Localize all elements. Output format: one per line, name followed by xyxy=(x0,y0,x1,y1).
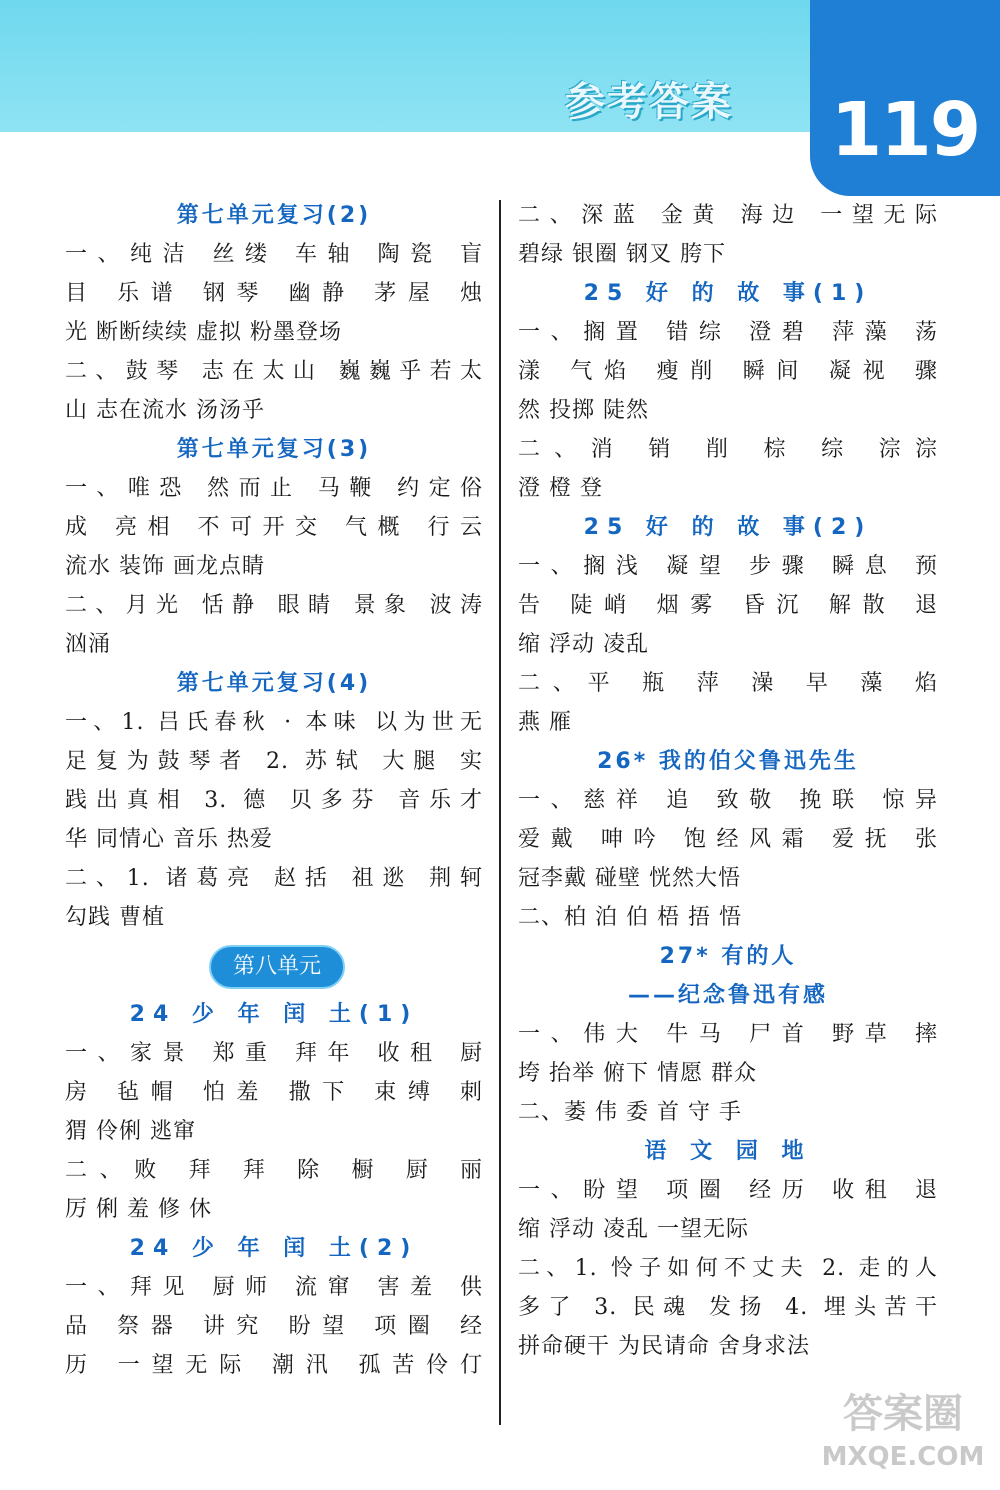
right-column xyxy=(518,196,938,1366)
section-title: 25 好 的 故 事(1) xyxy=(583,281,873,306)
answer-line: 碧绿 银圈 钢叉 胯下 xyxy=(518,242,726,267)
section-title: 第七单元复习(2) xyxy=(176,203,372,228)
left-column xyxy=(65,196,483,1385)
section-title: 语 文 园 地 xyxy=(644,1139,812,1164)
answer-line: 二、柏 泊 伯 梧 捂 悟 xyxy=(518,905,742,930)
answer-line: 冠李戴 碰壁 恍然大悟 xyxy=(518,866,741,891)
answer-line: 汹涌 xyxy=(65,632,112,657)
answer-line: 猬 伶俐 逃窜 xyxy=(65,1119,196,1144)
answer-line: 多了 3. 民魂 发扬 4. 埋头苦干 xyxy=(518,1295,938,1320)
answer-line: 一、纯洁 丝缕 车轴 陶瓷 盲 xyxy=(65,242,483,267)
section-title: 25 好 的 故 事(2) xyxy=(583,515,873,540)
answer-line: 成 亮相 不可开交 气概 行云 xyxy=(65,515,483,540)
watermark-logo-text: 答案圈 xyxy=(843,1391,963,1437)
answer-line: 房 毡帽 怕羞 撒下 束缚 刺 xyxy=(65,1080,483,1105)
answer-line: 一、搁浅 凝望 步骤 瞬息 预 xyxy=(518,554,938,579)
answer-line: 漾 气焰 瘦削 瞬间 凝视 骤 xyxy=(518,359,938,384)
column-divider xyxy=(499,200,501,1425)
answer-line: 告 陡峭 烟雾 昏沉 解散 退 xyxy=(518,593,938,618)
answer-line: 二、萎 伟 委 首 守 手 xyxy=(518,1100,742,1125)
answer-line: 一、1. 吕氏春秋 · 本味 以为世无 xyxy=(65,710,483,735)
answer-line: 一、家景 郑重 拜年 收租 厨 xyxy=(65,1041,483,1066)
section-title: 26* 我的伯父鲁迅先生 xyxy=(597,749,859,774)
answer-line: 二、鼓琴 志在太山 巍巍乎若太 xyxy=(65,359,483,384)
answer-line: 二、1. 怜子如何不丈夫 2. 走的人 xyxy=(518,1256,938,1281)
answer-line: 一、伟大 牛马 尸首 野草 摔 xyxy=(518,1022,938,1047)
answer-line: 爱戴 呻吟 饱经风霜 爱抚 张 xyxy=(518,827,938,852)
answer-line: 华 同情心 音乐 热爱 xyxy=(65,827,273,852)
section-subtitle: ——纪念鲁迅有感 xyxy=(627,983,828,1008)
answer-line: 厉 俐 羞 修 休 xyxy=(65,1197,212,1222)
answer-line: 一、慈祥 追 致敬 挽联 惊异 xyxy=(518,788,938,813)
answer-line: 二、消 销 削 棕 综 淙淙 xyxy=(518,437,938,462)
header-title: 参考答案 xyxy=(565,79,733,125)
section-title: 24 少 年 闰 土(1) xyxy=(129,1002,419,1027)
page-number-tab xyxy=(810,0,1000,196)
answer-line: 一、搁置 错综 澄碧 萍藻 荡 xyxy=(518,320,938,345)
answer-line: 垮 抬举 俯下 情愿 群众 xyxy=(518,1061,757,1086)
answer-line: 品 祭器 讲究 盼望 项圈 经 xyxy=(65,1314,483,1339)
answer-line: 燕 雁 xyxy=(518,710,572,735)
answer-line: 流水 装饰 画龙点睛 xyxy=(65,554,265,579)
answer-line: 二、败 拜 拜 除 橱 厨 丽 xyxy=(65,1158,483,1183)
answer-line: 二、平 瓶 萍 澡 早 藻 焰 xyxy=(518,671,938,696)
answer-line: 目 乐谱 钢琴 幽静 茅屋 烛 xyxy=(65,281,483,306)
answer-line: 勾践 曹植 xyxy=(65,905,165,930)
answer-line: 二、月光 恬静 眼睛 景象 波涛 xyxy=(65,593,483,618)
answer-line: 二、深蓝 金黄 海边 一望无际 xyxy=(518,203,938,228)
answer-line: 一、唯恐 然而止 马鞭 约定俗 xyxy=(65,476,483,501)
answer-line: 践出真相 3. 德 贝多芬 音乐才 xyxy=(65,788,483,813)
watermark-url: MXQE.COM xyxy=(821,1442,985,1472)
answer-line: 澄 橙 登 xyxy=(518,476,603,501)
answer-line: 然 投掷 陡然 xyxy=(518,398,649,423)
answer-line: 足复为鼓琴者 2. 苏轼 大腿 实 xyxy=(65,749,483,774)
page-number: 119 xyxy=(830,87,980,173)
answer-line: 缩 浮动 凌乱 xyxy=(518,632,649,657)
answer-line: 一、拜见 厨师 流窜 害羞 供 xyxy=(65,1275,483,1300)
answer-line: 光 断断续续 虚拟 粉墨登场 xyxy=(65,320,342,345)
section-title: 第七单元复习(4) xyxy=(176,671,372,696)
answer-line: 历 一望无际 潮汛 孤苦伶仃 xyxy=(65,1353,483,1378)
answer-line: 二、1. 诸葛亮 赵括 祖逖 荆轲 xyxy=(65,866,483,891)
unit-badge-row xyxy=(65,937,483,995)
answer-line: 山 志在流水 汤汤乎 xyxy=(65,398,265,423)
unit-badge: 第八单元 xyxy=(209,945,345,989)
section-title: 27* 有的人 xyxy=(659,944,797,969)
answer-line: 缩 浮动 凌乱 一望无际 xyxy=(518,1217,749,1242)
answer-line: 一、盼望 项圈 经历 收租 退 xyxy=(518,1178,938,1203)
section-title: 24 少 年 闰 土(2) xyxy=(129,1236,419,1261)
section-title: 第七单元复习(3) xyxy=(176,437,372,462)
watermark xyxy=(818,1388,988,1484)
answer-line: 拼命硬干 为民请命 舍身求法 xyxy=(518,1334,810,1359)
